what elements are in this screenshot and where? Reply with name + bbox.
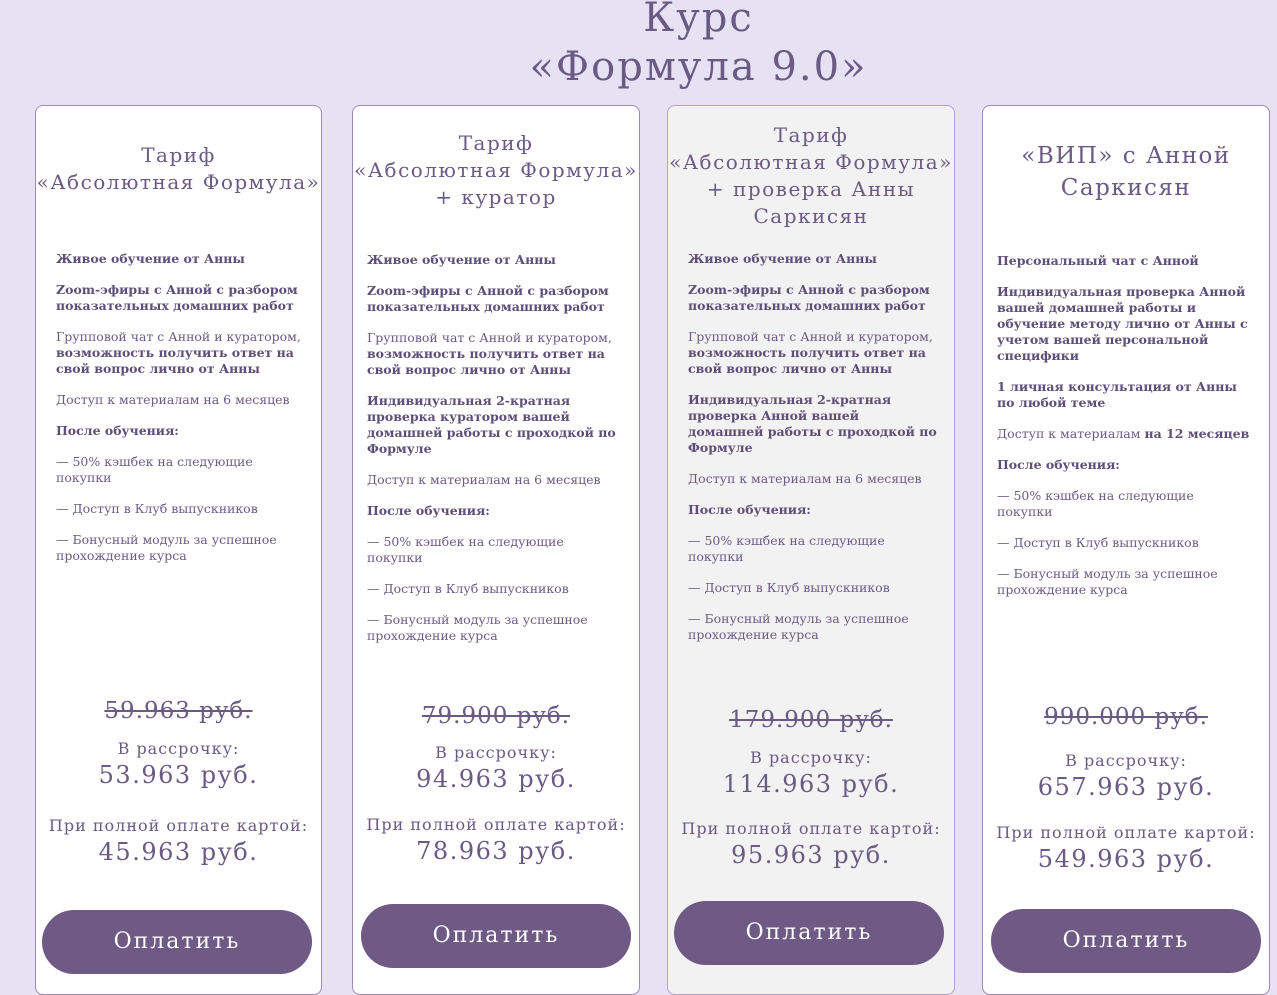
card-payment-label: При полной оплате картой: [48, 816, 309, 835]
feature-item: Доступ к материалам на 6 месяцев [688, 471, 922, 486]
feature-item: — Бонусный модуль за успешное прохождение курса [688, 611, 909, 642]
feature-item: После обучения: [56, 423, 179, 438]
plan-title: Тариф «Абсолютная Формула» [36, 143, 321, 194]
old-price: 79.900 руб. [421, 703, 571, 729]
feature-item: Индивидуальная 2-кратная проверка куратором вашей домашней работы с проходкой по Формуле [367, 393, 616, 456]
old-price: 179.900 руб. [729, 707, 893, 733]
feature-item: После обучения: [997, 457, 1120, 472]
feature-item: Доступ к материалам на 6 месяцев [367, 472, 601, 487]
feature-item: Персональный чат с Анной [997, 253, 1199, 268]
plan-card-vip [982, 105, 1270, 995]
feature-item: Живое обучение от Анны [688, 251, 877, 266]
feature-list [688, 251, 938, 658]
feature-item: Групповой чат с Анной и куратором, возможность получить ответ на свой вопрос лично от Анны [367, 330, 612, 377]
old-price: 990.000 руб. [1044, 704, 1208, 730]
feature-item: Живое обучение от Анны [56, 251, 245, 266]
feature-item: После обучения: [367, 503, 490, 518]
installment-label: В рассрочку: [435, 743, 557, 762]
pay-button[interactable]: Оплатить [42, 910, 312, 974]
feature-list [367, 252, 623, 659]
feature-item: После обучения: [688, 502, 811, 517]
plan-card-absolute-anna-review [667, 105, 955, 995]
plan-title: Тариф «Абсолютная Формула» + куратор [354, 131, 638, 209]
feature-item: 1 личная консультация от Анны по любой теме [997, 379, 1237, 410]
card-payment-price: 549.963 руб. [1037, 845, 1215, 873]
feature-item: — Бонусный модуль за успешное прохождение курса [997, 566, 1218, 597]
plan-card-absolute-curator [352, 105, 640, 995]
feature-list [56, 251, 305, 579]
card-payment-price: 78.963 руб. [416, 837, 576, 865]
feature-item: Zoom-эфиры с Анной с разбором показательных домашних работ [367, 283, 609, 314]
feature-item: Групповой чат с Анной и куратором, возможность получить ответ на свой вопрос лично от Анны [688, 329, 933, 376]
feature-item: Zoom-эфиры с Анной с разбором показательных домашних работ [688, 282, 930, 313]
plan-card-absolute [35, 105, 322, 995]
feature-item: — Бонусный модуль за успешное прохождение курса [56, 532, 277, 563]
feature-item: — 50% кэшбек на следующие покупки [688, 533, 885, 564]
feature-item: — Доступ в Клуб выпускников [367, 581, 569, 596]
page-title-line2: «Формула 9.0» [529, 44, 868, 90]
feature-item: — Доступ в Клуб выпускников [56, 501, 258, 516]
feature-item: — 50% кэшбек на следующие покупки [997, 488, 1194, 519]
card-payment-label: При полной оплате картой: [681, 819, 941, 838]
pay-button[interactable]: Оплатить [991, 909, 1261, 973]
installment-label: В рассрочку: [750, 748, 872, 767]
plan-title: «ВИП» с Анной Саркисян [1021, 143, 1231, 201]
installment-price: 53.963 руб. [98, 761, 259, 789]
plan-title: Тариф «Абсолютная Формула» + проверка Анны Саркисян [669, 123, 953, 228]
feature-item: — 50% кэшбек на следующие покупки [367, 534, 564, 565]
installment-label: В рассрочку: [1065, 751, 1187, 770]
old-price: 59.963 руб. [104, 698, 253, 724]
feature-item: Доступ к материалам на 6 месяцев [56, 392, 290, 407]
feature-item: Доступ к материалам на 12 месяцев [997, 426, 1250, 441]
installment-label: В рассрочку: [117, 739, 240, 758]
feature-item: — Доступ в Клуб выпускников [688, 580, 890, 595]
installment-price: 94.963 руб. [416, 765, 576, 793]
page-title-line1: Курс [643, 0, 754, 41]
pay-button[interactable]: Оплатить [361, 904, 631, 968]
feature-item: Индивидуальная проверка Анной вашей домашней работы и обучение методу лично от Анны с учетом вашей персональной специфики [997, 284, 1248, 363]
card-payment-label: При полной оплате картой: [366, 815, 626, 834]
card-payment-price: 45.963 руб. [98, 838, 259, 866]
feature-item: — Доступ в Клуб выпускников [997, 535, 1199, 550]
page-title [0, 0, 1277, 92]
card-payment-price: 95.963 руб. [731, 841, 891, 869]
feature-item: — 50% кэшбек на следующие покупки [56, 454, 253, 485]
card-payment-label: При полной оплате картой: [996, 823, 1256, 842]
feature-item: Zoom-эфиры с Анной с разбором показательных домашних работ [56, 282, 298, 313]
feature-item: Живое обучение от Анны [367, 252, 556, 267]
feature-item: Индивидуальная 2-кратная проверка Анной вашей домашней работы с проходкой по Формуле [688, 392, 937, 455]
feature-item: — Бонусный модуль за успешное прохождение курса [367, 612, 588, 643]
feature-list [997, 253, 1253, 613]
feature-item: Групповой чат с Анной и куратором, возможность получить ответ на свой вопрос лично от Анны [56, 329, 301, 376]
installment-price: 114.963 руб. [722, 770, 900, 798]
pay-button[interactable]: Оплатить [674, 901, 944, 965]
installment-price: 657.963 руб. [1037, 773, 1215, 801]
